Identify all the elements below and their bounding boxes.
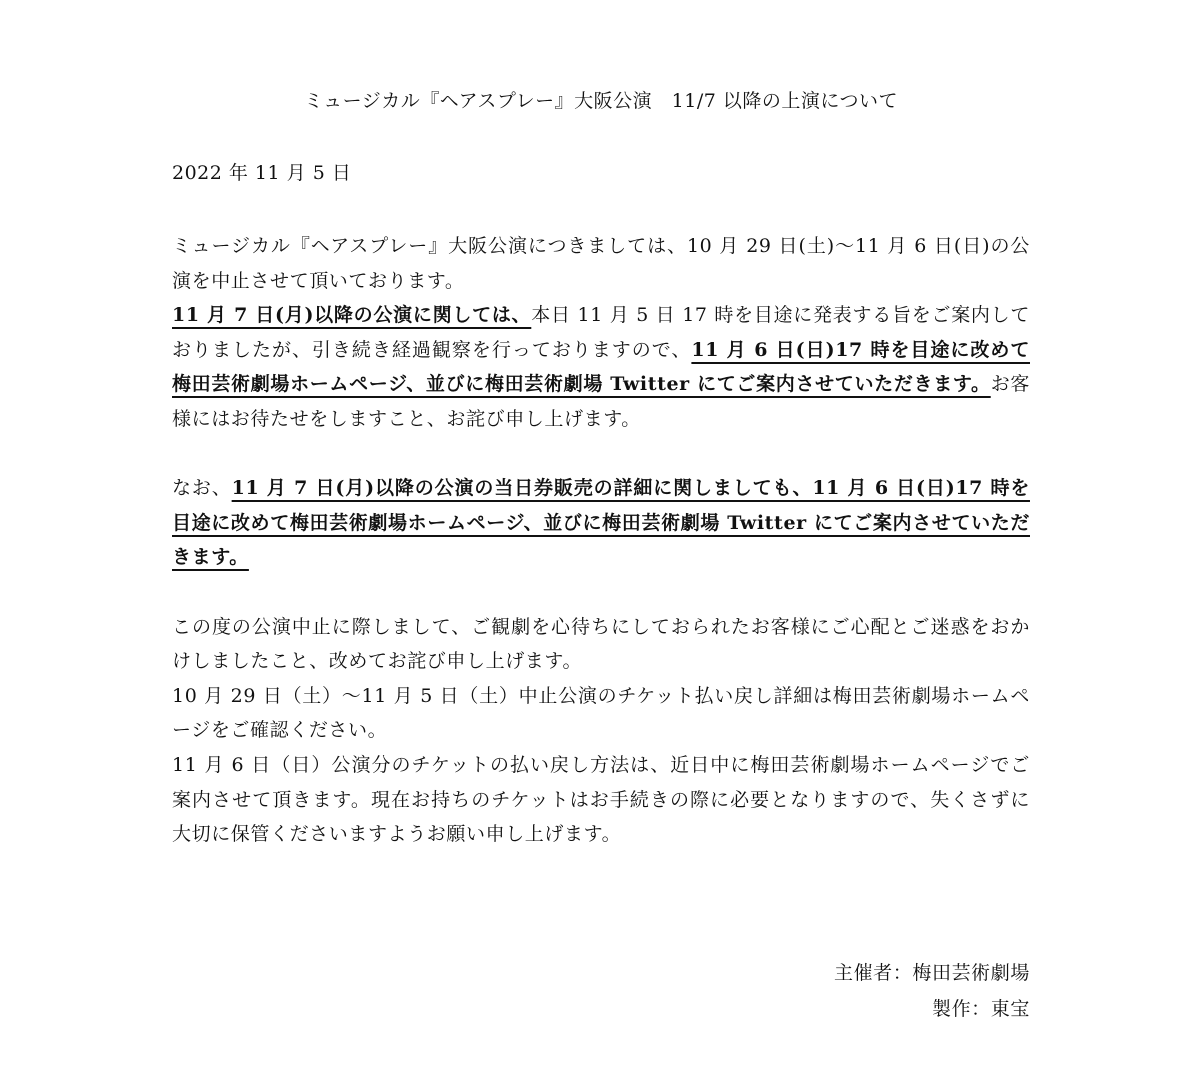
emphasized-text: 11 月 6 日(日)17 時を目途に改めて梅田芸術劇場ホームページ、並びに梅田芸術劇場 Twitter にてご案内させていただきます。 — [172, 338, 1030, 396]
paragraph-text: お客様にはお待たせをしますこと、お詫び申し上げます。 — [172, 373, 1030, 430]
paragraph-text: この度の公演中止に際しまして、ご観劇を心待ちにしておられたお客様にご心配とご迷惑をおかけしましたこと、改めてお詫び申し上げます。 — [172, 615, 1030, 673]
paragraph-text: なお、 — [172, 477, 232, 500]
paragraph-cancellation — [172, 229, 1030, 298]
emphasized-text: 11 月 7 日(月)以降の公演の当日券販売の詳細に関しましても、11 月 6 日(日)17 時を目途に改めて梅田芸術劇場ホームページ、並びに梅田芸術劇場 Twitter にてご案内させていただきます。 — [172, 477, 1030, 569]
paragraph-spacer — [172, 437, 1030, 472]
paragraph-apology — [172, 610, 1030, 679]
paragraph-text: 10 月 29 日（土）～11 月 5 日（土）中止公演のチケット払い戻し詳細は梅田芸術劇場ホームページをご確認ください。 — [172, 684, 1030, 742]
paragraph-text: 11 月 6 日（日）公演分のチケットの払い戻し方法は、近日中に梅田芸術劇場ホームページでご案内させて頂きます。現在お持ちのチケットはお手続きの際に必要となりますので、失くさずに大切に保管くださいますようお願い申し上げます。 — [172, 753, 1030, 846]
notice-date: 2022 年 11 月 5 日 — [172, 162, 352, 184]
paragraph-text: 本日 11 月 5 日 17 時を目途に発表する旨をご案内しておりましたが、引き続き経過観察を行っておりますので、 — [172, 304, 1031, 361]
notice-footer — [834, 955, 1030, 1027]
organizer-line: 主催者：梅田芸術劇場 — [833, 962, 1030, 984]
paragraph-refund-method — [172, 748, 1030, 852]
paragraph-refund-details — [172, 679, 1030, 748]
notice-title: ミュージカル『ヘアスプレー』大阪公演 11/7 以降の上演について — [304, 90, 898, 112]
emphasized-text: 11 月 7 日(月)以降の公演に関しては、 — [172, 304, 532, 327]
paragraph-spacer — [172, 575, 1030, 610]
producer-line: 製作：東宝 — [931, 998, 1030, 1020]
paragraph-announcement — [172, 298, 1030, 436]
notice-document — [172, 0, 1030, 1081]
paragraph-text: ミュージカル『ヘアスプレー』大阪公演につきましては、10 月 29 日(土)～11 月 6 日(日)の公演を中止させて頂いております。 — [172, 235, 1030, 292]
paragraph-same-day-tickets — [172, 471, 1030, 575]
notice-body — [172, 229, 1030, 852]
